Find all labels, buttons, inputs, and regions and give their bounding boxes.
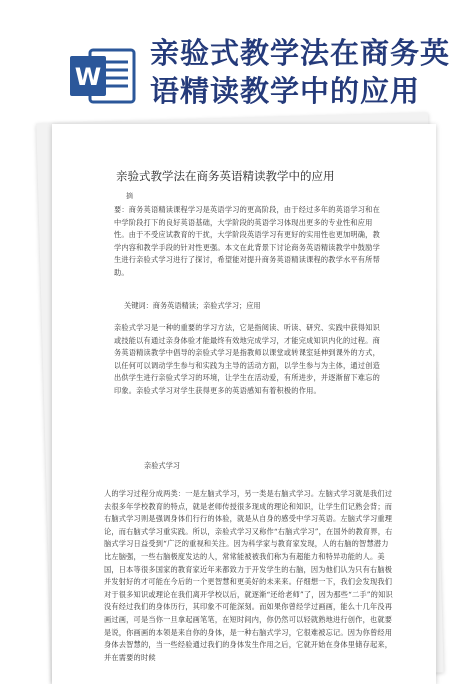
banner-title: 亲验式教学法在商务英语精读教学中的应用 xyxy=(150,36,451,108)
abstract-paragraph: 要：商务英语精读课程学习是英语学习的更高阶段，由于经过多年的英语学习和在中学阶段打下的良好英语基础，大学阶段的英语学习体现出更多的专业性和应用性。由于不受应试教育的干扰，大学阶段英语学习有更好的实用性也更加明确，教学内容和教学手段的针对性更强。本文在此背景下讨论商务英语精读教学中鼓励学生进行亲验式学习进行了探讨，希望能对提升商务英语精读课程的教学水平有所帮助。 xyxy=(114,205,380,277)
body-paragraph: 亲验式学习是一种的重要的学习方法，它是指阅读、听读、研究、实践中获得知识或技能以有通过亲身体验才能最终有效地完成学习，才能完成知识内化的过程。商务英语精读教学中倡导的亲验式学习是指教师以课堂或转课室延伸到课外的方式，以任何可以调动学生参与和实践为主导的活动方面，以学生参与为主体，通过创造出供学生进行亲验式学习的环境，让学生在活动爱，有所进步，并逐渐留下难忘的印象。亲验式学习对学生获得更多的英语感知有着积极的作用。 xyxy=(114,323,380,395)
abstract-label: 摘 xyxy=(126,192,133,200)
word-doc-icon xyxy=(68,46,138,106)
keywords-line: 关键词：商务英语精读；亲验式学习；应用 xyxy=(124,301,261,310)
svg-text:W: W xyxy=(74,63,102,91)
document-title: 亲验式教学法在商务英语精读教学中的应用 xyxy=(116,169,335,183)
body-paragraph: 人的学习过程分成两类：一是左脑式学习，另一类是右脑式学习。左脑式学习就是我们过去很多年学校教育的特点，就是老师传授很多现成的理论和知识，让学生们记熟会背；而右脑式学习则是强调身体们行行的体验，就是从自身的感受中学习英语。左脑式学习重理论，而右脑式学习重实践。所以，亲验式学习又称作“右脑式学习”，在国外的教育界，右脑式学习日益受到“广泛的重视和关注。因为科学家与教育家发现，人的右脑的智慧潜力比左脑强，一些右脑极度发达的人，常常能被被我们称为有超能力和特异功能的人。美国，日本等很多国家的教育家近年来都致力于开发学生的右脑，因为他们认为只有右脑极并发射好的才可能在今后的一个更智慧和更美好的未来来。仔细想一下，我们会发现我们对于很多知识或理论在我们离开学校以后，就逐渐“还给老师”了，因为那些“二手”的知识没有经过我们的身体历行，其印象不可能深刻。而如果你曾经学过画画，能么十几年没再画过画，可是当你一旦拿起画笔笔，在短时间内，你仍然可以轻就熟地进行创作，也就要是说，你画画的本领是来自你的身体，是一种右脑式学习，它很难被忘记。因为你曾经用身体去智慧的，当一些经验通过我们的身体发生作用之后，它就开始在身体里储存起来，并在需要的时候 xyxy=(104,489,393,662)
section-subheading: 亲验式学习 xyxy=(144,461,180,470)
document-page xyxy=(52,124,436,684)
banner xyxy=(0,0,474,120)
